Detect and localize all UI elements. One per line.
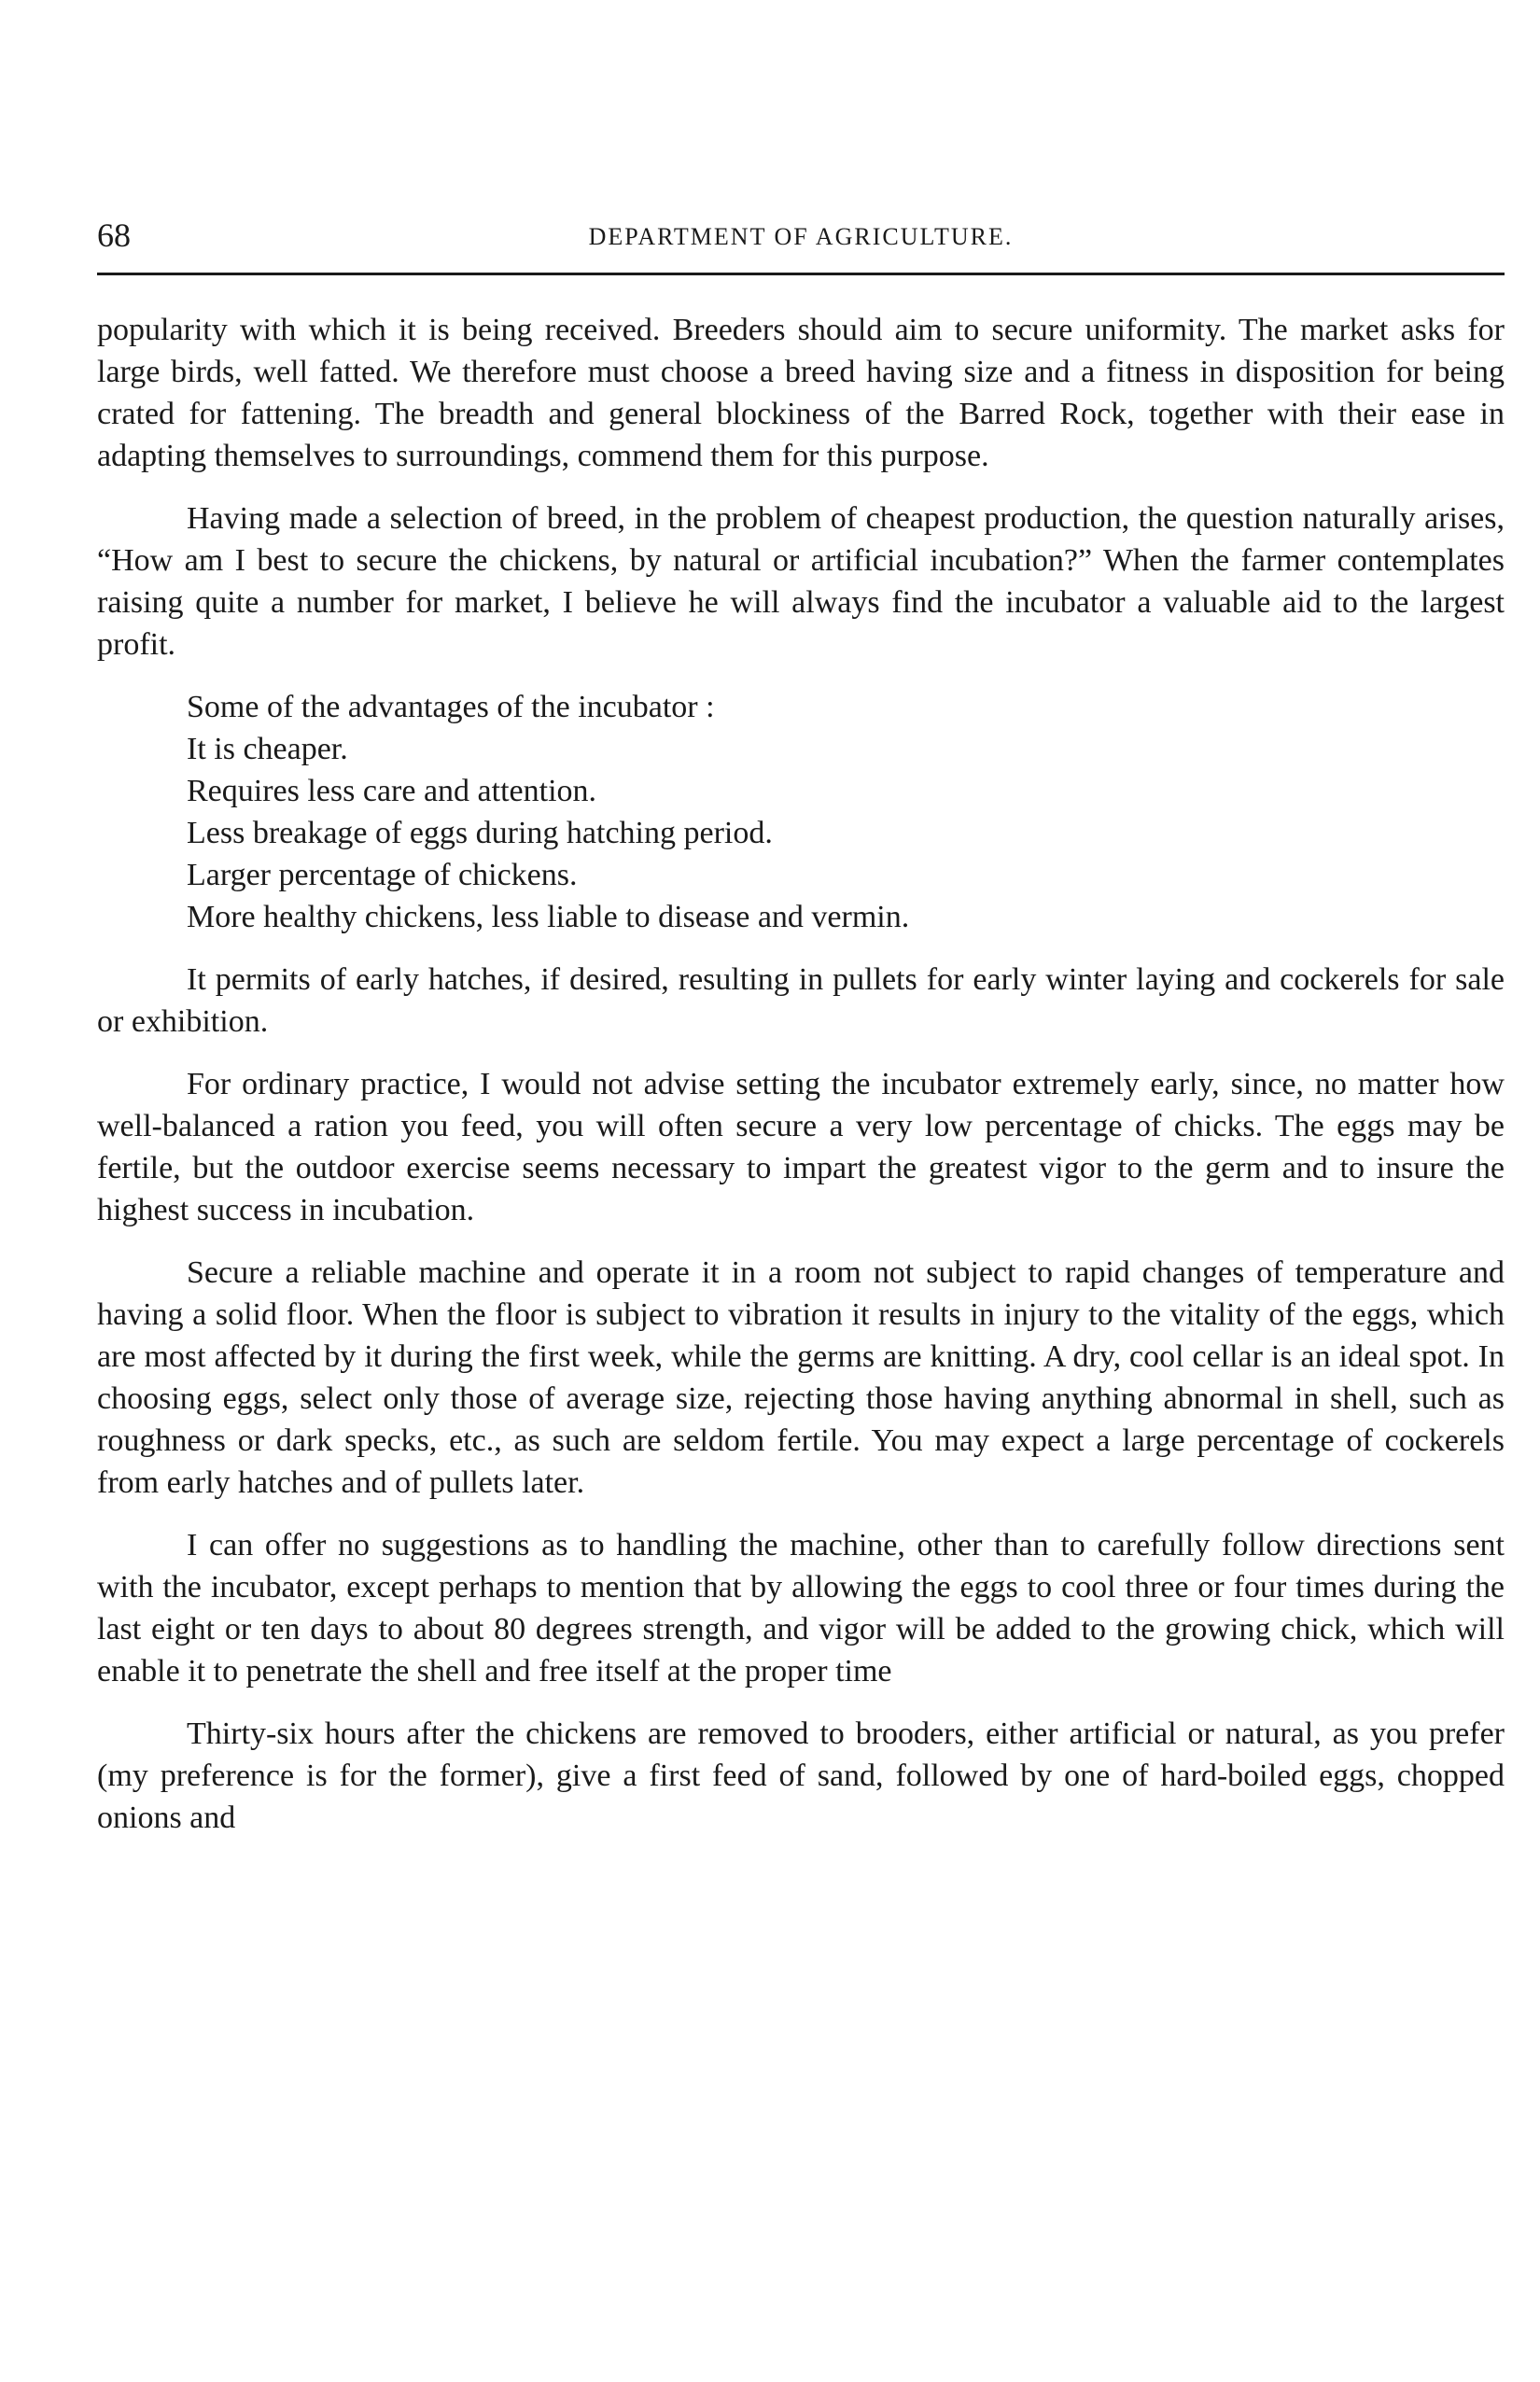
paragraph-3: It permits of early hatches, if desired, resulting in pullets for early winter laying and cockerels for sale or exhibition. <box>97 962 1505 1039</box>
advantage-item: Less breakage of eggs during hatching period. <box>187 816 773 850</box>
advantages-list <box>97 686 1505 938</box>
advantage-item: More healthy chickens, less liable to disease and vermin. <box>187 900 910 934</box>
header-rule <box>97 273 1505 275</box>
page-number: 68 <box>97 217 131 254</box>
paragraph-6: I can offer no suggestions as to handling the machine, other than to carefully follow directions sent with the incubator, except perhaps to mention that by allowing the eggs to cool three or four times during the last eight or ten days to about 80 degrees strength, and vigor will be added to the growing chick, which will enable it to penetrate the shell and free itself at the proper time <box>97 1528 1505 1688</box>
page-header <box>97 215 1505 271</box>
paragraph-7: Thirty-six hours after the chickens are removed to brooders, either artificial or natural, as you prefer (my preference is for the former), give a first feed of sand, followed by one of hard-boiled eggs, chopped onions and <box>97 1716 1505 1835</box>
paragraph-1: popularity with which it is being received. Breeders should aim to secure uniformity. The market asks for large birds, well fatted. We therefore must choose a breed having size and a fitness in disposition for being crated for fattening. The breadth and general blockiness of the Barred Rock, together with their ease in adapting themselves to surroundings, commend them for this purpose. <box>97 313 1505 473</box>
advantages-intro: Some of the advantages of the incubator : <box>187 690 715 724</box>
document-page <box>97 215 1505 1859</box>
paragraph-4: For ordinary practice, I would not advise setting the incubator extremely early, since, no matter how well-balanced a ration you feed, you will often secure a very low percentage of chicks. The eggs may be fertile, but the outdoor exercise seems necessary to impart the greatest vigor to the germ and to insure the highest success in incubation. <box>97 1067 1505 1227</box>
advantage-item: Requires less care and attention. <box>187 774 597 808</box>
paragraph-5: Secure a reliable machine and operate it in a room not subject to rapid changes of temperature and having a solid floor. When the floor is subject to vibration it results in injury to the vitality of the eggs, which are most affected by it during the first week, while the germs are knitting. A dry, cool cellar is an ideal spot. In choosing eggs, select only those of average size, rejecting those having anything abnormal in shell, such as roughness or dark specks, etc., as such are seldom fertile. You may expect a large percentage of cockerels from early hatches and of pullets later. <box>97 1255 1505 1500</box>
running-head: DEPARTMENT OF AGRICULTURE. <box>588 223 1014 250</box>
paragraph-2: Having made a selection of breed, in the problem of cheapest production, the question naturally arises, “How am I best to secure the chickens, by natural or artificial incubation?” When the farmer contemplates raising quite a number for market, I believe he will always find the incubator a valuable aid to the largest profit. <box>97 501 1505 662</box>
advantage-item: Larger percentage of chickens. <box>187 858 578 892</box>
advantage-item: It is cheaper. <box>187 732 348 766</box>
document-body <box>97 309 1505 1839</box>
